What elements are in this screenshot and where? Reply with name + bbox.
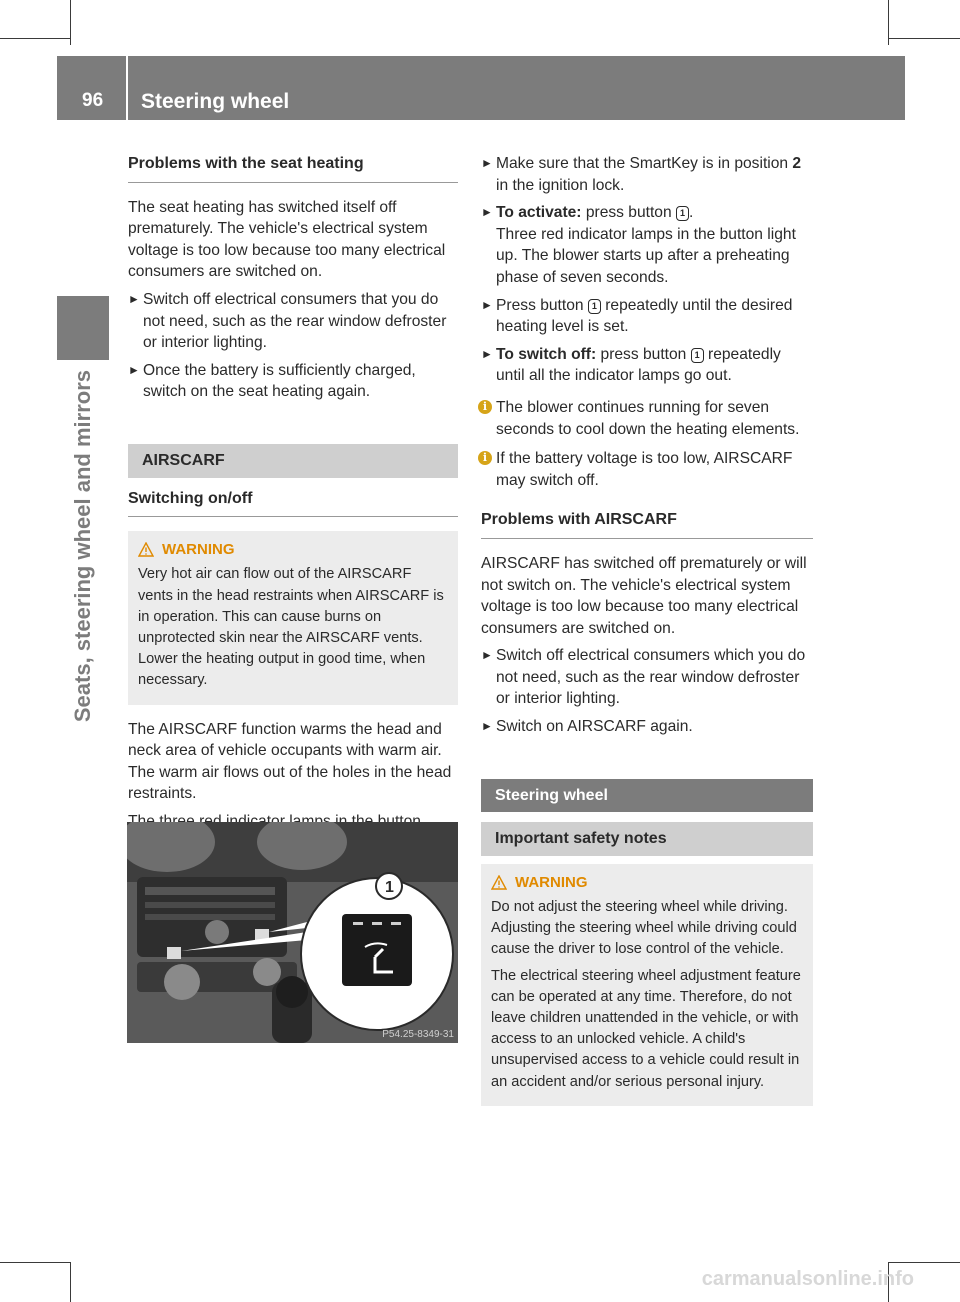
page-title: Steering wheel <box>141 90 290 113</box>
warning-triangle-icon <box>491 875 507 890</box>
switching-heading: Switching on/off <box>128 488 458 518</box>
crop-mark <box>888 38 960 39</box>
list-item: ► Make sure that the SmartKey is in position 2 in the ignition lock. <box>481 155 802 194</box>
airscarf-problems-text: AIRSCARF has switched off prematurely or will not switch on. The vehicle's electrical system voltage is too low because too many electrical consumers are switched on. <box>481 554 807 637</box>
arrow-icon: ► <box>481 156 493 170</box>
warning-box <box>128 531 458 704</box>
bullet-text: Once the battery is sufficiently charged, switch on the seat heating again. <box>143 361 416 401</box>
header-divider <box>126 56 128 120</box>
key-1-icon: 1 <box>588 299 601 314</box>
key-1-icon: 1 <box>691 348 704 363</box>
crop-mark <box>0 1262 70 1263</box>
list-item: ► Switch on AIRSCARF again. <box>481 716 813 738</box>
arrow-icon: ► <box>481 205 493 220</box>
warning-box <box>481 864 813 1106</box>
arrow-icon: ► <box>481 297 493 312</box>
airscarf-description: The AIRSCARF function warms the head and neck area of vehicle occupants with warm air. The warm air flows out of the holes in the head restraints. <box>128 720 452 803</box>
info-note: i The blower continues running for seven seconds to cool down the heating elements. <box>481 397 813 440</box>
warning-triangle-icon <box>138 542 154 557</box>
airscarf-button-photo <box>127 822 458 1043</box>
chapter-label: Seats, steering wheel and mirrors <box>70 370 95 723</box>
warning-title <box>491 872 803 893</box>
crop-mark <box>70 0 71 45</box>
right-column <box>481 153 813 1106</box>
bullet-text: Switch off electrical consumers that you do not need, such as the rear window defroster or interior lighting. <box>143 290 447 352</box>
list-item <box>128 360 458 403</box>
info-icon: i <box>478 400 492 414</box>
warning-title <box>138 539 448 560</box>
airscarf-heading: AIRSCARF <box>128 444 458 478</box>
list-item: ► Press button 1 repeatedly until the desired heating level is set. <box>481 296 793 336</box>
warning-text: Do not adjust the steering wheel while driving. Adjusting the steering wheel while driving could cause the driver to lose control of the vehicle. <box>491 899 797 958</box>
arrow-icon: ► <box>128 362 140 377</box>
seat-heating-problems-text: The seat heating has switched itself off prematurely. The vehicle's electrical system voltage is too low because too many electrical consumers are switched on. <box>128 198 446 281</box>
warning-label: WARNING <box>162 541 235 559</box>
arrow-icon: ► <box>128 291 140 306</box>
arrow-icon: ► <box>481 346 493 361</box>
crop-mark <box>70 1262 71 1302</box>
safety-notes-heading: Important safety notes <box>481 822 813 856</box>
center-console-illustration <box>127 822 458 1043</box>
watermark: carmanualsonline.info <box>701 1268 914 1290</box>
left-column <box>128 153 458 860</box>
warning-text: Very hot air can flow out of the AIRSCARF vents in the head restraints when AIRSCARF is in operation. This can cause burns on unprotected skin near the AIRSCARF vents. Lower the heating output in good time, when necessary. <box>138 566 444 689</box>
seat-heating-problems-heading: Problems with the seat heating <box>128 153 458 183</box>
warning-text: The electrical steering wheel adjustment feature can be operated at any time. Therefore, do not leave children unattended in the vehicle, or with access to an unlocked vehicle. A child's unsupervised access to a vehicle could result in an accident and/or serious personal injury. <box>491 967 801 1090</box>
callout-number: 1 <box>385 879 394 896</box>
arrow-icon: ► <box>481 648 493 663</box>
chapter-tab <box>57 296 109 360</box>
info-icon: i <box>478 451 492 465</box>
list-item: ► To activate: press button 1 . Three red indicator lamps in the button light up. The blower starts up after a preheating phase of seven seconds. <box>481 204 796 286</box>
crop-mark <box>0 38 70 39</box>
list-item: ► Switch off electrical consumers which you do not need, such as the rear window defroster or interior lighting. <box>481 647 806 708</box>
warning-label: WARNING <box>515 873 588 891</box>
arrow-icon: ► <box>481 719 493 734</box>
airscarf-problems-heading: Problems with AIRSCARF <box>481 509 813 539</box>
list-item: ► To switch off: press button 1 repeatedly until all the indicator lamps go out. <box>481 345 781 385</box>
key-1-icon: 1 <box>676 206 689 221</box>
steering-wheel-heading: Steering wheel <box>481 779 813 813</box>
crop-mark <box>888 1262 960 1263</box>
figure-code: P54.25-8349-31 <box>382 1029 454 1040</box>
page-number: 96 <box>82 90 104 111</box>
info-note: i If the battery voltage is too low, AIRSCARF may switch off. <box>481 448 813 491</box>
list-item <box>128 289 458 354</box>
